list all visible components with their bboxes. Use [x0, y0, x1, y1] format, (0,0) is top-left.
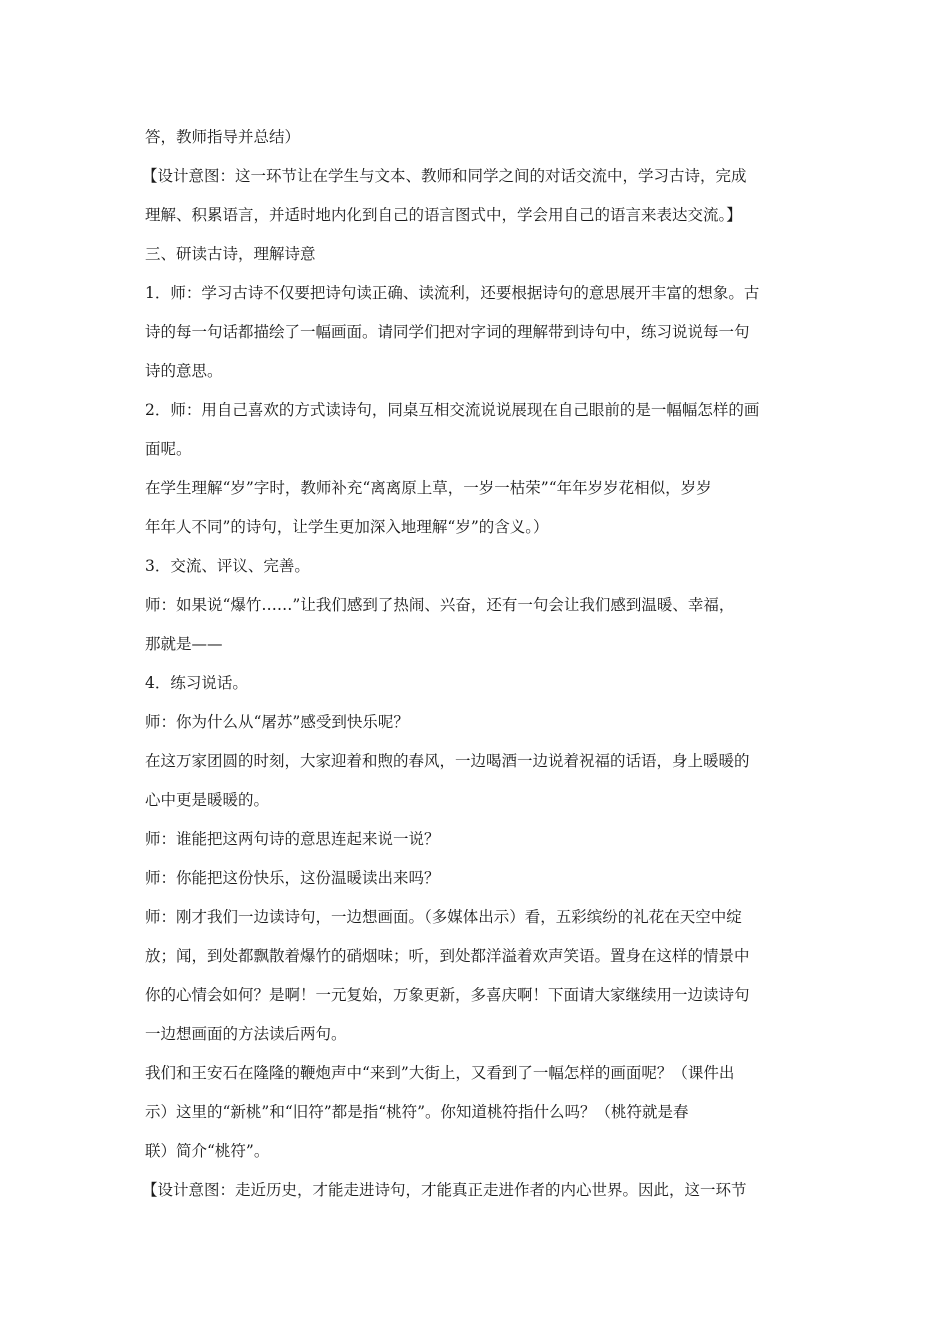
text-line: 放；闻，到处都飘散着爆竹的硝烟味；听，到处都洋溢着欢声笑语。置身在这样的情景中: [145, 947, 750, 965]
text-line: 3．交流、评议、完善。: [145, 557, 310, 575]
text-line: 你的心情会如何？是啊！一元复始，万象更新，多喜庆啊！下面请大家继续用一边读诗句: [145, 986, 750, 1004]
text-line: 联）简介“桃符”。: [145, 1142, 270, 1160]
text-line: 师：谁能把这两句诗的意思连起来说一说？: [145, 830, 440, 848]
text-line: 诗的每一句话都描绘了一幅画面。请同学们把对字词的理解带到诗句中，练习说说每一句: [145, 323, 750, 341]
section-heading: 三、研读古诗，理解诗意: [145, 245, 316, 263]
text-line: 答，教师指导并总结）: [145, 128, 301, 146]
text-line: 那就是——: [145, 635, 223, 653]
text-line: 诗的意思。: [145, 362, 223, 380]
text-line: 4．练习说话。: [145, 674, 248, 692]
text-line: 2．师：用自己喜欢的方式读诗句，同桌互相交流说说展现在自己眼前的是一幅幅怎样的画: [145, 401, 760, 419]
text-line: 1．师：学习古诗不仅要把诗句读正确、读流利，还要根据诗句的意思展开丰富的想象。古: [145, 284, 760, 302]
text-line: 师：你能把这份快乐，这份温暖读出来吗？: [145, 869, 440, 887]
text-line: 师：刚才我们一边读诗句，一边想画面。（多媒体出示）看，五彩缤纷的礼花在天空中绽: [145, 908, 742, 926]
text-line: 在这万家团圆的时刻，大家迎着和煦的春风，一边喝酒一边说着祝福的话语，身上暖暖的: [145, 752, 750, 770]
text-line: 一边想画面的方法读后两句。: [145, 1025, 347, 1043]
text-line: 理解、积累语言，并适时地内化到自己的语言图式中，学会用自己的语言来表达交流。】: [145, 206, 742, 224]
text-line: 【设计意图：走近历史，才能走进诗句，才能真正走进作者的内心世界。因此，这一环节: [142, 1181, 747, 1199]
document-body: [142, 118, 810, 1210]
text-line: 【设计意图：这一环节让在学生与文本、教师和同学之间的对话交流中，学习古诗，完成: [142, 167, 747, 185]
text-line: 师：如果说“爆竹……”让我们感到了热闹、兴奋，还有一句会让我们感到温暖、幸福，: [145, 596, 735, 614]
text-line: 示）这里的“新桃”和“旧符”都是指“桃符”。你知道桃符指什么吗？（桃符就是春: [145, 1103, 689, 1121]
text-line: 我们和王安石在隆隆的鞭炮声中“来到”大街上，又看到了一幅怎样的画面呢？（课件出: [145, 1064, 735, 1082]
text-line: 心中更是暖暖的。: [145, 791, 270, 809]
text-line: 年年人不同”的诗句，让学生更加深入地理解“岁”的含义。）: [145, 518, 549, 536]
text-line: 面呢。: [145, 440, 192, 458]
text-line: 师：你为什么从“屠苏”感受到快乐呢？: [145, 713, 409, 731]
text-line: 在学生理解“岁”字时，教师补充“离离原上草，一岁一枯荣”“年年岁岁花相似，岁岁: [145, 479, 712, 497]
